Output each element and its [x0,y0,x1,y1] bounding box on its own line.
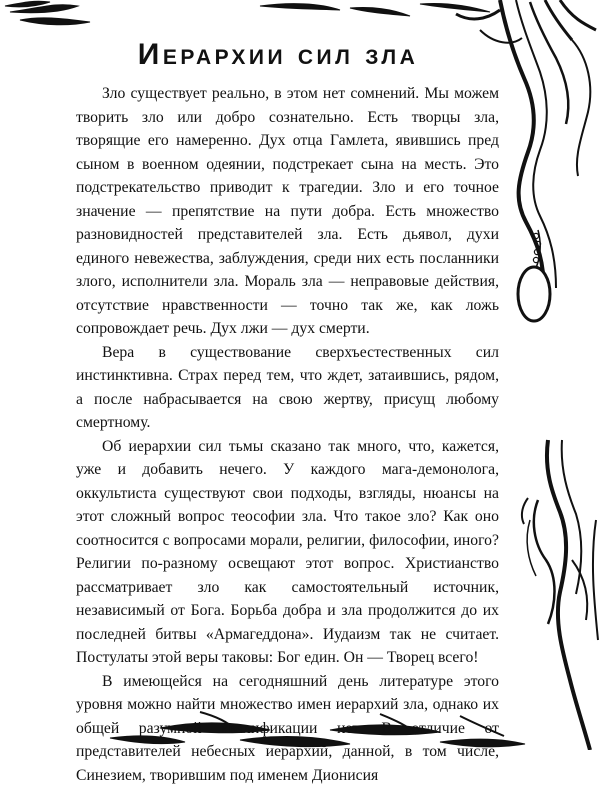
top-center-brush-stroke [260,4,340,10]
body-text [76,82,499,787]
paragraph: В имеющейся на сегодняшний день литературе этого уровня можно найти множество имен иерархий зла, однако их общей разумной квалификации нет. В отличие от представителей небесных иерархий, данной, в том числе, Синезием, творившим под именем Дионисия [76,670,499,787]
paragraph: Вера в существование сверхъестественных сил инстинктивна. Страх перед тем, что ждет, затаившись, рядом, а после набрасывается на свою жертву, присущ любому смертному. [76,341,499,435]
paragraph: Об иерархии сил тьмы сказано так много, что, кажется, уже и добавить нечего. У каждого мага-демонолога, оккультиста существуют свои подходы, взгляды, нюансы на этот сложный вопрос теософии зла. Что такое зло? Как оно соотносится с вопросами морали, религии, философии, иного? Религии по-разному освещают этот вопрос. Христианство рассматривает зло как самостоятельный источник, независимый от Бога. Борьба добра и зла продолжится до их последней битвы «Армагеддона». Иудаизм так не считает. Постулаты этой веры таковы: Бог един. Он — Творец всего! [76,435,499,670]
paragraph: Зло существует реально, в этом нет сомнений. Мы можем творить зло или добро сознательно. Есть творцы зла, творящие его намеренно. Дух отца Гамлета, явившись пред сыном в военном одеянии, подстрекает сына на месть. Это подстрекательство приводит к трагедии. Зло и его точное значение — препятствие на пути добра. Есть множество разновидностей представителей зла. Есть дьявол, духи единого невежества, заблуждения, среди них есть посланники злого, исполнители зла. Мораль зла — неправовые действия, отсутствие нравственности — точно так же, как ложь сопровождает речь. Дух лжи — дух смерти. [76,82,499,341]
page-number [511,279,557,309]
page-title: Иерархии сил зла [78,38,478,72]
right-vine [505,0,600,750]
